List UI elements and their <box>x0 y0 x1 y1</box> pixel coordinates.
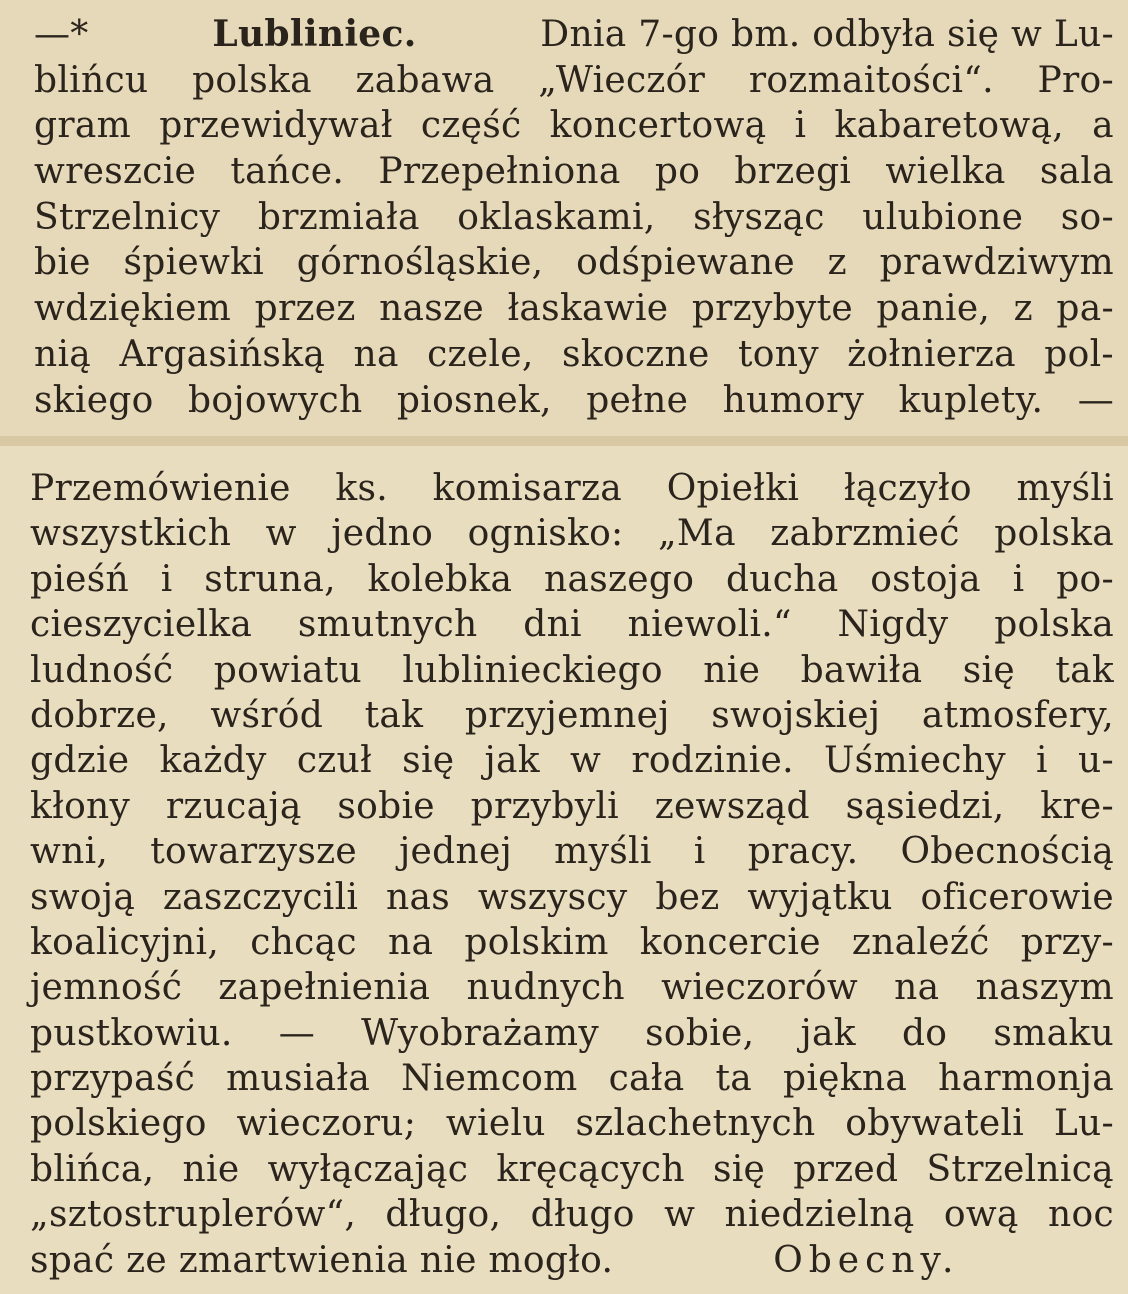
word: humory <box>722 379 865 421</box>
word: jemność <box>30 967 183 1009</box>
word: polska <box>994 513 1114 555</box>
word: prawdziwym <box>879 242 1114 284</box>
word: obywateli <box>845 1103 1025 1145</box>
word: wieczoru; <box>236 1103 417 1145</box>
word: smutnych <box>297 604 478 646</box>
text-line <box>34 240 1114 286</box>
signature: Obecny. <box>773 1239 960 1281</box>
word: Pro- <box>1037 59 1114 101</box>
word: niedzielną <box>724 1194 915 1236</box>
word: niewoli.“ <box>627 604 792 646</box>
word: piosnek, <box>396 379 552 421</box>
word: łaskawie <box>507 288 669 330</box>
word: rozmaitości“. <box>748 59 994 101</box>
word: i <box>160 558 173 600</box>
word: i <box>693 831 706 873</box>
word: nie <box>703 649 761 691</box>
word: piękna <box>783 1058 908 1100</box>
word: zewsząd <box>654 785 810 827</box>
word: długo, <box>385 1194 502 1236</box>
text-line <box>30 1011 1114 1056</box>
word: Argasińską <box>119 333 326 375</box>
word: oficerowie <box>920 876 1114 918</box>
text-line <box>30 965 1114 1010</box>
word: wdziękiem <box>34 288 232 330</box>
word: łączyło <box>843 468 972 509</box>
word: Przemówienie <box>30 468 291 509</box>
word: ludność <box>30 649 174 691</box>
word: Strzelnicą <box>926 1148 1114 1190</box>
word: tak <box>364 694 424 736</box>
text-line <box>34 12 1114 58</box>
word: zabawa <box>355 59 495 101</box>
word: sobie <box>337 785 435 827</box>
word: część <box>420 105 522 147</box>
word: kre- <box>1040 785 1114 827</box>
word: dni <box>523 604 582 646</box>
text-line <box>30 1101 1114 1146</box>
word: panie, <box>876 288 991 330</box>
word: sobie, <box>645 1012 755 1054</box>
top-clipping <box>0 0 1128 436</box>
word: u- <box>1078 740 1114 782</box>
word: — <box>278 1012 316 1054</box>
word: chcąc <box>250 921 357 963</box>
word: brzegi <box>734 151 852 193</box>
text-line <box>34 58 1114 104</box>
word: polskim <box>464 921 609 963</box>
word: w <box>570 740 602 782</box>
word: bie <box>34 242 91 284</box>
word: do <box>901 1012 948 1054</box>
word: bez <box>655 876 720 918</box>
word: Nigdy <box>837 604 949 646</box>
word: sala <box>1039 151 1114 193</box>
word: bawiła <box>800 649 923 691</box>
word: zaszczycili <box>162 876 359 918</box>
text-line <box>30 1056 1114 1101</box>
text-line <box>34 378 1114 424</box>
word: pustkowiu. <box>30 1012 233 1054</box>
word: skoczne <box>561 333 710 375</box>
word: jak <box>800 1012 856 1054</box>
word: w <box>265 513 297 555</box>
word: so- <box>1060 196 1114 238</box>
word: nudnych <box>466 967 625 1009</box>
word: myśli <box>1016 468 1114 509</box>
word: przy- <box>1020 921 1114 963</box>
word: lublinieckiego <box>402 649 663 691</box>
word: ulubione <box>862 196 1024 238</box>
word: wieczorów <box>661 967 858 1009</box>
text-line <box>30 829 1114 874</box>
text-line <box>30 1147 1114 1192</box>
word: wielka <box>885 151 1006 193</box>
text-line <box>34 149 1114 195</box>
text-line <box>34 332 1114 378</box>
word: pol- <box>1044 333 1114 375</box>
word: kręcących <box>496 1148 685 1190</box>
word: wni, <box>30 831 109 873</box>
word: na <box>894 967 940 1009</box>
text-line <box>30 557 1114 602</box>
word: pieśń <box>30 558 130 600</box>
headword: Lubliniec. <box>212 13 417 55</box>
word: przybyte <box>691 288 853 330</box>
word: ową <box>943 1194 1019 1236</box>
word: cieszycielka <box>30 604 253 646</box>
word: — <box>1077 379 1114 421</box>
word: rzucają <box>165 785 302 827</box>
word: i <box>1036 740 1048 782</box>
word: jak <box>484 740 540 782</box>
text-line <box>30 784 1114 829</box>
word: towarzysze <box>150 831 357 873</box>
word: przybyli <box>470 785 619 827</box>
word: powiatu <box>213 649 362 691</box>
word: blińca, <box>30 1148 155 1190</box>
word: pracy. <box>747 831 859 873</box>
word: na <box>353 333 399 375</box>
word: ognisko: <box>467 513 624 555</box>
word: Lu- <box>1053 1103 1114 1145</box>
word: „sztostruplerów“, <box>30 1194 357 1236</box>
word: koncertową <box>549 105 767 147</box>
word: kabaretową, <box>834 105 1064 147</box>
word: myśli <box>554 831 652 873</box>
word: jednej <box>399 831 513 873</box>
word: swoją <box>30 876 136 918</box>
line-text: Dnia 7-go bm. odbyła się w Lu- <box>540 14 1114 55</box>
word: przyjemnej <box>464 694 670 736</box>
word: śpiewki <box>123 242 265 284</box>
word: zapełnienia <box>218 967 431 1009</box>
word: z <box>1013 288 1033 330</box>
word: kuplety. <box>898 379 1044 421</box>
word: zabrzmieć <box>770 513 960 555</box>
text-line <box>34 195 1114 241</box>
word: przed <box>793 1148 899 1190</box>
word: smaku <box>993 1012 1114 1054</box>
word: w <box>664 1194 696 1236</box>
text-line <box>30 648 1114 693</box>
word: jedno <box>331 513 434 555</box>
word: wszystkich <box>30 513 232 555</box>
word: przez <box>254 288 356 330</box>
word: pa- <box>1056 288 1114 330</box>
word: pełne <box>586 379 689 421</box>
word: tańce. <box>230 151 345 193</box>
text-line <box>30 693 1114 738</box>
intro-mark: —* <box>34 14 89 55</box>
word: Niemcom <box>401 1058 578 1100</box>
text-line <box>30 466 1114 511</box>
text-line <box>30 602 1114 647</box>
word: gdzie <box>30 740 130 782</box>
text-line <box>30 920 1114 965</box>
word: długo <box>530 1194 635 1236</box>
word: bojowych <box>188 379 363 421</box>
word: wyjątku <box>747 876 893 918</box>
word: się <box>962 649 1015 691</box>
word: gram <box>34 105 132 147</box>
word: naszego <box>544 558 695 600</box>
word: wśród <box>210 694 324 736</box>
line-text: spać ze zmartwienia nie mogło. <box>30 1239 614 1281</box>
word: a <box>1092 105 1114 147</box>
text-line <box>34 103 1114 149</box>
word: musiała <box>226 1058 371 1100</box>
word: komisarza <box>432 468 623 509</box>
word: noc <box>1048 1194 1114 1236</box>
text-line <box>34 286 1114 332</box>
word: polskiego <box>30 1103 207 1145</box>
word: Obecnością <box>900 831 1114 873</box>
word: polska <box>192 59 312 101</box>
word: Wyobrażamy <box>361 1012 599 1054</box>
clipping-seam <box>0 436 1128 446</box>
word: Strzelnicy <box>34 196 221 238</box>
word: rodzinie. <box>631 740 794 782</box>
word: „Wieczór <box>538 59 706 101</box>
word: ducha <box>725 558 839 600</box>
word: Opiełki <box>666 468 800 509</box>
word: przypaść <box>30 1058 196 1100</box>
word: tak <box>1055 649 1114 691</box>
bottom-clipping <box>0 446 1128 1294</box>
word: cała <box>608 1058 685 1100</box>
word: czuł <box>296 740 373 782</box>
word: Przepełniona <box>378 151 621 193</box>
word: oklaskami, <box>457 196 656 238</box>
word: na <box>387 921 434 963</box>
word: kolebka <box>367 558 513 600</box>
word: ks. <box>335 468 389 509</box>
text-line <box>30 1238 1114 1283</box>
word: brzmiała <box>257 196 420 238</box>
word: szlachetnych <box>575 1103 816 1145</box>
word: „Ma <box>657 513 736 555</box>
word: nie <box>182 1148 240 1190</box>
word: wszyscy <box>477 876 628 918</box>
word: atmosfery, <box>921 694 1114 736</box>
word: górnośląskie, <box>296 242 544 284</box>
word: odśpiewane <box>576 242 795 284</box>
word: znaleźć <box>851 921 990 963</box>
word: czele, <box>427 333 534 375</box>
word: się <box>712 1148 766 1190</box>
word: nasze <box>379 288 484 330</box>
word: naszym <box>975 967 1114 1009</box>
word: z <box>827 242 847 284</box>
word: struna, <box>204 558 336 600</box>
word: koalicyjni, <box>30 921 220 963</box>
word: żołnierza <box>847 333 1016 375</box>
text-line <box>30 875 1114 920</box>
word: ostoja <box>870 558 981 600</box>
text-line <box>30 511 1114 556</box>
text-line <box>30 738 1114 783</box>
word: Uśmiechy <box>824 740 1006 782</box>
word: skiego <box>34 379 154 421</box>
word: i <box>794 105 807 147</box>
word: wyłączając <box>267 1148 469 1190</box>
word: wielu <box>445 1103 546 1145</box>
word: swojskiej <box>711 694 881 736</box>
word: polska <box>994 604 1114 646</box>
word: i <box>1012 558 1025 600</box>
word: każdy <box>159 740 267 782</box>
word: słysząc <box>693 196 825 238</box>
line-spacer <box>613 1238 773 1283</box>
word: harmonja <box>938 1058 1114 1100</box>
word: przewidywał <box>159 105 393 147</box>
word: się <box>402 740 455 782</box>
word: dobrze, <box>30 694 169 736</box>
word: wreszcie <box>34 151 197 193</box>
word: po- <box>1056 558 1114 600</box>
word: kłony <box>30 785 131 827</box>
word: blińcu <box>34 59 149 101</box>
word: tony <box>738 333 819 375</box>
word: koncercie <box>639 921 821 963</box>
word: ta <box>715 1058 753 1100</box>
word: sąsiedzi, <box>845 785 1005 827</box>
text-line <box>30 1192 1114 1237</box>
word: po <box>654 151 701 193</box>
word: nią <box>34 333 92 375</box>
word: nas <box>386 876 451 918</box>
